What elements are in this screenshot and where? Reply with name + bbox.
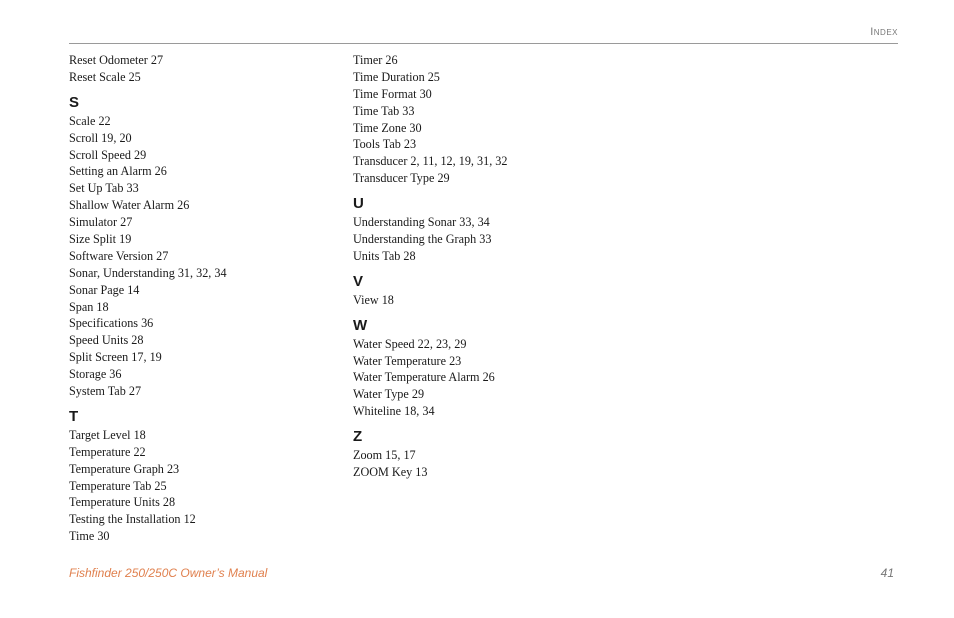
- index-entry: Sonar, Understanding 31, 32, 34: [69, 265, 227, 280]
- index-entry: Target Level 18: [69, 427, 146, 442]
- index-entry: Reset Scale 25: [69, 69, 141, 84]
- index-entry: Simulator 27: [69, 215, 133, 230]
- index-entry: Tools Tab 23: [353, 137, 417, 152]
- index-entry: Water Speed 22, 23, 29: [353, 336, 467, 351]
- index-entry: Shallow Water Alarm 26: [69, 198, 190, 213]
- index-entry: Time Zone 30: [353, 120, 422, 135]
- index-entry: Transducer Type 29: [353, 171, 450, 186]
- index-entry: Testing the Installation 12: [69, 512, 196, 527]
- index-entry: ZOOM Key 13: [353, 465, 428, 480]
- index-entry: Software Version 27: [69, 248, 169, 263]
- index-entry: Time 30: [69, 529, 110, 544]
- index-entry: Size Split 19: [69, 232, 132, 247]
- index-letter-z: Z: [353, 428, 363, 446]
- index-entry: Timer 26: [353, 53, 398, 67]
- index-entry: Speed Units 28: [69, 333, 144, 348]
- index-entry: Scroll Speed 29: [69, 147, 147, 162]
- index-letter-u: U: [353, 195, 364, 213]
- index-entry: Storage 36: [69, 367, 122, 382]
- index-letter-w: W: [353, 316, 368, 334]
- index-entry: Water Type 29: [353, 387, 425, 402]
- index-column-left: [69, 52, 339, 545]
- index-entry: Reset Odometer 27: [69, 53, 164, 67]
- index-letter-s: S: [69, 93, 80, 111]
- index-entry: Temperature 22: [69, 444, 146, 459]
- index-entry: System Tab 27: [69, 384, 142, 399]
- index-entry: Understanding Sonar 33, 34: [353, 215, 490, 230]
- index-letter-v: V: [353, 272, 364, 290]
- index-entry: Understanding the Graph 33: [353, 232, 492, 247]
- index-entry: Set Up Tab 33: [69, 181, 139, 196]
- index-entry: Sonar Page 14: [69, 282, 140, 297]
- index-entry: Temperature Units 28: [69, 495, 176, 510]
- index-entry: Transducer 2, 11, 12, 19, 31, 32: [353, 154, 508, 169]
- header-divider: [69, 43, 898, 44]
- index-entry: Temperature Graph 23: [69, 461, 180, 476]
- index-entry: Scale 22: [69, 113, 111, 128]
- index-entry: Time Format 30: [353, 86, 432, 101]
- index-entry: Specifications 36: [69, 316, 154, 331]
- index-entry: Split Screen 17, 19: [69, 350, 162, 365]
- index-entry: Setting an Alarm 26: [69, 164, 167, 179]
- index-entry: Time Tab 33: [353, 103, 415, 118]
- index-column-right: [353, 52, 623, 481]
- index-entry: View 18: [353, 292, 394, 307]
- index-entry: Zoom 15, 17: [353, 448, 416, 463]
- index-entry: Whiteline 18, 34: [353, 404, 435, 419]
- page-number: 41: [880, 566, 894, 580]
- index-entry: Scroll 19, 20: [69, 130, 132, 145]
- index-letter-t: T: [69, 407, 79, 425]
- index-entry: Units Tab 28: [353, 248, 416, 263]
- index-entry: Time Duration 25: [353, 69, 440, 84]
- index-entry: Water Temperature 23: [353, 353, 462, 368]
- index-entry: Water Temperature Alarm 26: [353, 370, 495, 385]
- section-header: Index: [870, 26, 898, 38]
- index-entry: Span 18: [69, 299, 109, 314]
- index-entry: Temperature Tab 25: [69, 478, 167, 493]
- manual-title: Fishfinder 250/250C Owner’s Manual: [69, 566, 268, 580]
